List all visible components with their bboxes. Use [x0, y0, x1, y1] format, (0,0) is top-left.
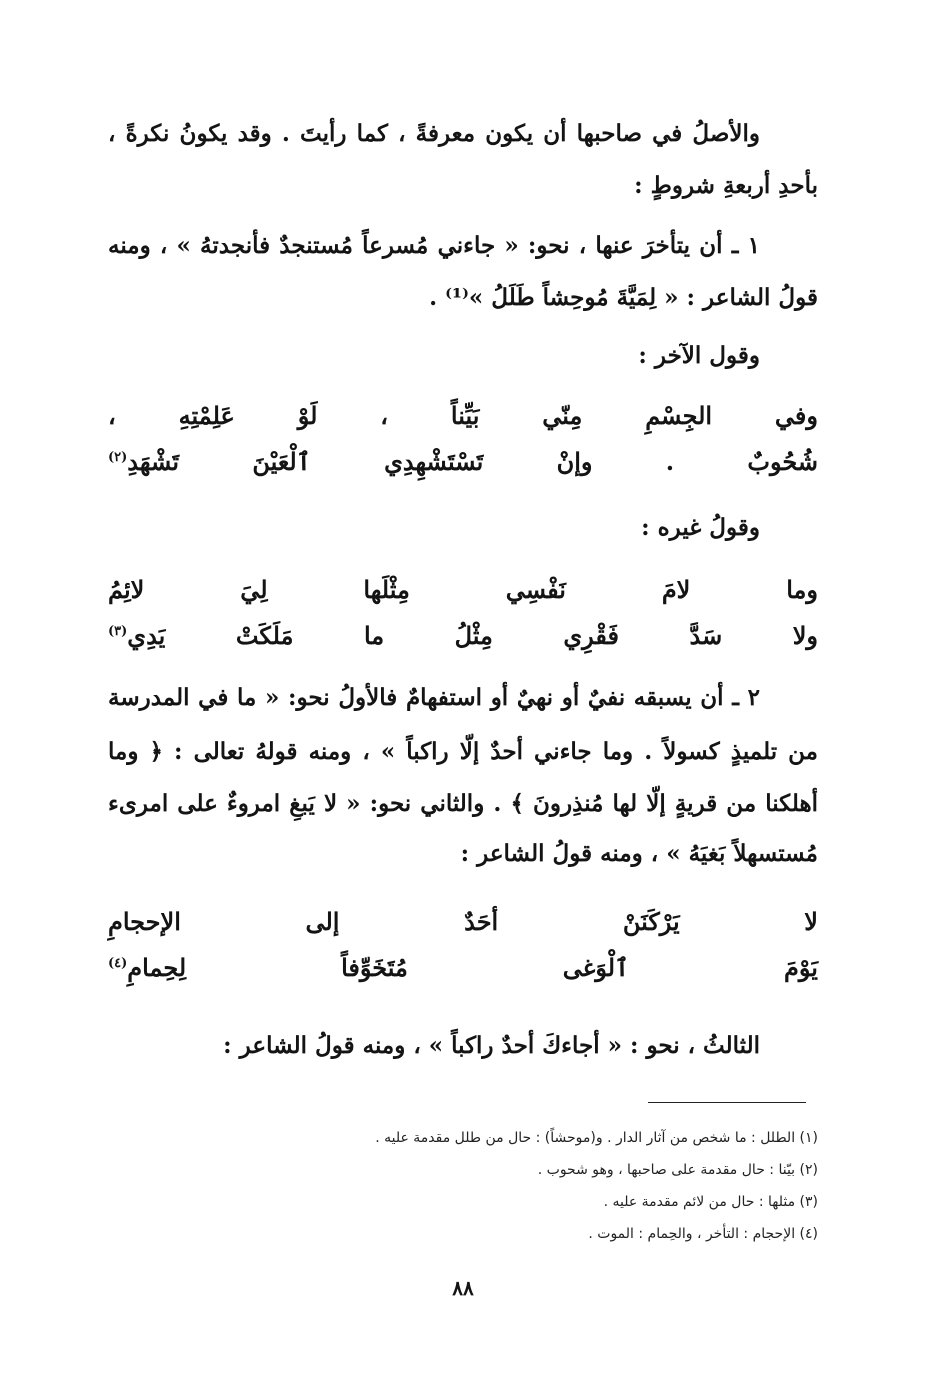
body-line-8: من تلميذٍ كسولاً . وما جاءني أحدٌ إلّا راكباً » ، ومنه قولهُ تعالى : ﴿ وما [108, 738, 818, 765]
verse-1-second-text: شُحُوبٌ . وإنْ تَسْتَشْهِدِي ٱلْعَيْنَ تَشْهَدِ [127, 447, 818, 476]
verse-1-second-hemistich [108, 442, 818, 482]
footnote-4: (٤) الإحجام : التأخر ، والحِمام : الموت . [588, 1226, 818, 1242]
verse-2-second-hemistich [108, 616, 818, 656]
footnote-ref-3: (٣) [108, 624, 128, 639]
body-line-3: ١ ـ أن يتأخرَ عنها ، نحو: « جاءني مُسرعاً مُستنجدٌ فأنجدتهُ » ، ومنه [108, 232, 760, 259]
body-line-7: ٢ ـ أن يسبقه نفيٌ أو نهيٌ أو استفهامٌ فالأولُ نحو: « ما في المدرسة [108, 684, 760, 711]
footnote-ref-2: (٢) [108, 450, 128, 465]
verse-1-first-hemistich: وفي الجِسْمِ مِنّي بَيِّناً ، لَوْ عَلِمْتِهِ ، [108, 401, 818, 430]
body-line-1: والأصلُ في صاحبها أن يكون معرفةً ، كما رأيتَ . وقد يكونُ نكرةً ، [108, 120, 760, 147]
footnote-ref-4: (٤) [108, 956, 128, 971]
page-number: ٨٨ [452, 1276, 474, 1300]
verse-3-second-text: يَوْمَ ٱلْوَغى مُتَخَوِّفاً لِحِمامِ [127, 953, 818, 982]
footnote-3: (٣) مثلها : حال من لائم مقدمة عليه . [603, 1194, 818, 1210]
body-line-4: قولُ الشاعر : « لِمَيَّةَ مُوحِشاً طَلَلُ »⁽¹⁾ . [429, 284, 818, 311]
footnote-2: (٢) بيّنا : حال مقدمة على صاحبها ، وهو شحوب . [537, 1162, 818, 1178]
body-line-6: وقولُ غيره : [641, 514, 760, 541]
verse-2-second-text: ولا سَدَّ فَقْرِي مِثْلُ ما مَلَكَتْ يَدِي [127, 621, 818, 650]
footnote-divider [648, 1102, 806, 1103]
body-line-10: مُستسهلاً بَغيَهُ » ، ومنه قولُ الشاعر : [460, 840, 818, 867]
footnote-1: (١) الطلل : ما شخص من آثار الدار . و(موحشاً) : حال من طلل مقدمة عليه . [375, 1130, 818, 1146]
body-line-5: وقول الآخر : [638, 342, 760, 369]
verse-3-second-hemistich [108, 948, 818, 988]
verse-2-first-hemistich: وما لامَ نَفْسِي مِثْلَها لِيَ لائِمُ [108, 575, 818, 604]
body-line-11: الثالثُ ، نحو : « أجاءكَ أحدٌ راكباً » ، ومنه قولُ الشاعر : [223, 1032, 760, 1059]
body-line-9: أهلكنا من قريةٍ إلّا لها مُنذِرونَ ﴾ . والثاني نحو: « لا يَبغِ امروءٌ على امرىء [108, 790, 818, 817]
verse-3-first-hemistich: لا يَرْكَنَنْ أحَدٌ إلى الإحجامِ [108, 907, 818, 936]
body-line-2: بأحدِ أربعةِ شروطٍ : [634, 172, 818, 199]
